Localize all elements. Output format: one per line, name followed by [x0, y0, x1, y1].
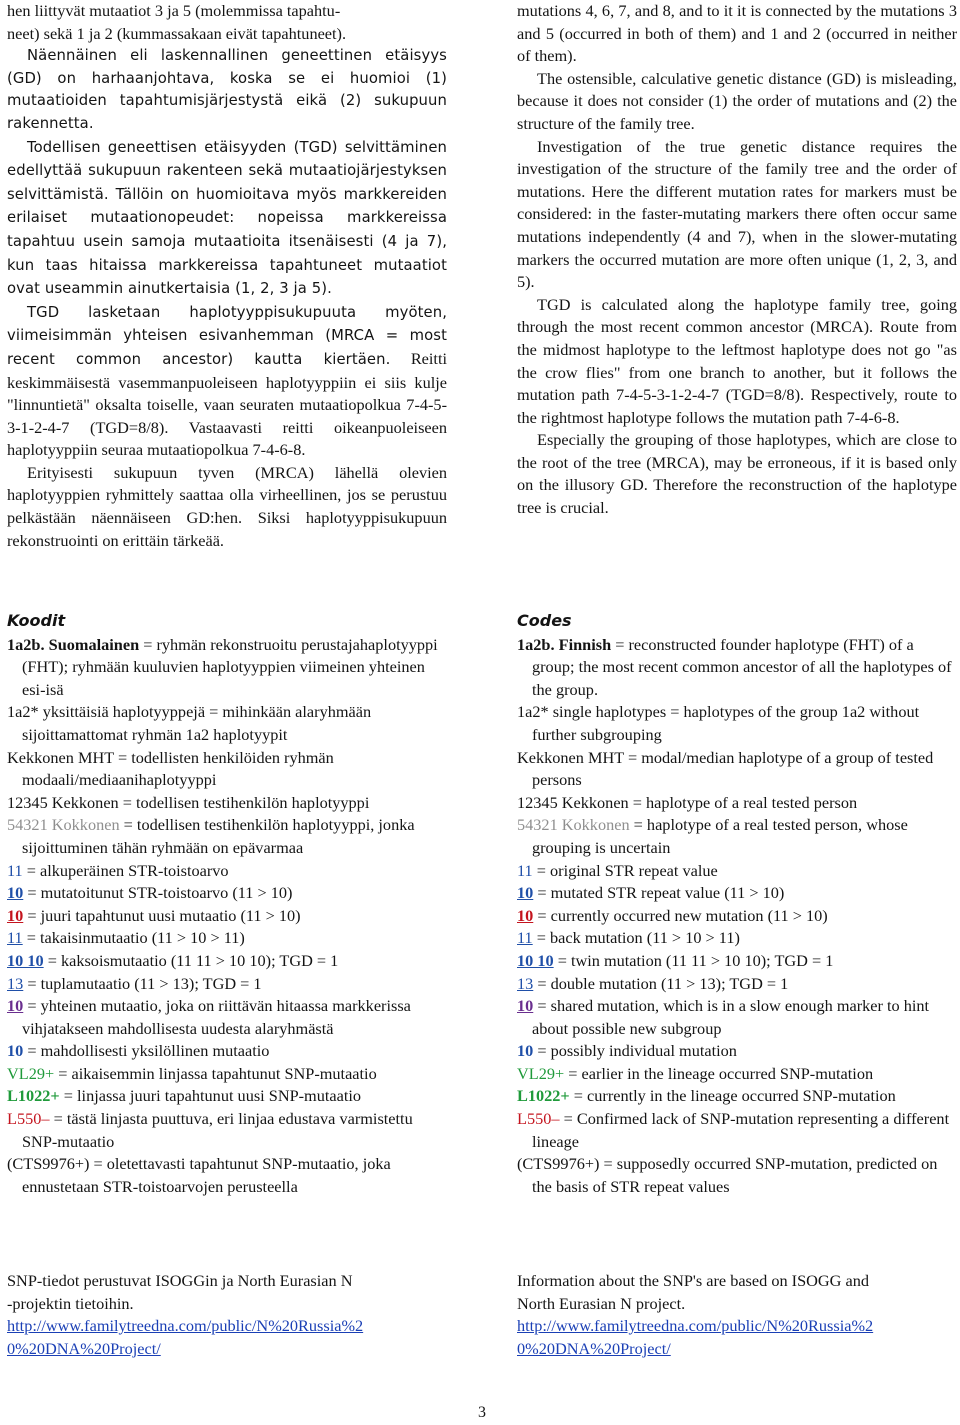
finnish-paragraph-tgd [7, 136, 447, 301]
code-item-3: Kekkonen MHT = modal/median haplotype of a group of tested persons [517, 747, 934, 790]
code-shared-mutation-desc: = yhteinen mutaatio, joka on riittävän hitaassa markkerissa vihjatakseen mahdollisesta uudesta alaryhmästä [22, 996, 411, 1038]
finnish-intro-line-2: neet) sekä 1 ja 2 (kummassakaan eivät tapahtuneet). [7, 23, 347, 43]
code-uncertain-person: 54321 Kokkonen [517, 815, 630, 835]
code-item-9 [7, 927, 447, 950]
code-shared-mutation: 10 [517, 996, 534, 1016]
code-item-7 [517, 882, 957, 905]
code-item-14 [517, 1063, 957, 1086]
code-new-snp-desc: = linjassa juuri tapahtunut uusi SNP-mutaatio [59, 1086, 362, 1106]
code-individual-mutation: 10 [7, 1041, 24, 1061]
english-text-body [517, 0, 957, 520]
code-original-value: 11 [517, 860, 533, 880]
english-source-line-1: Information about the SNP's are based on ISOGG and [517, 1271, 870, 1290]
finnish-paragraph-gd: Näennäinen eli laskennallinen geneettinen etäisyys (GD) on harhaanjohtava, koska se ei huomioi (1) mutaatioiden tapahtumisjärjestystä eikä (2) sukupuun rakennetta. [7, 47, 447, 132]
finnish-route-rest: Reitti keskimmäisestä vasemmanpuoleiseen haplotyyppiin ei siis kulje "linnuntietä" oksalta toiselle, vaan seuraten mutaatiopolkua 7-4-5-3-1-2-4-7 (TGD=8/8). Vastaavasti reitti oikeanpuoleiseen haplotyyppiin seuraa mutaatiopolkua 7-4-6-8. [7, 348, 448, 460]
code-shared-mutation-desc: = shared mutation, which is in a slow enough marker to hint about possible new subgroup [532, 996, 930, 1038]
code-new-mutation: 10 [517, 905, 534, 925]
finnish-source-line-1: SNP-tiedot perustuvat ISOGGin ja North Eurasian N [7, 1271, 353, 1290]
code-item-8 [517, 905, 957, 928]
code-founder-name: Finnish [558, 634, 612, 654]
english-link-line-2[interactable]: 0%20DNA%20Project/ [517, 1338, 671, 1358]
finnish-link-line-2[interactable]: 0%20DNA%20Project/ [7, 1338, 161, 1358]
code-earlier-snp-desc: = earlier in the lineage occurred SNP-mutation [564, 1063, 874, 1083]
english-paragraph-grouping: Especially the grouping of those haplotypes, which are close to the root of the tree (MRCA), may be erroneous, if it is based only on the illusory GD. Therefore the reconstruction of the haplotype tree is crucial. [517, 430, 957, 518]
code-item-6 [7, 860, 447, 883]
code-lacking-snp: L550– [517, 1109, 560, 1129]
code-mutated-desc: = mutated STR repeat value (11 > 10) [533, 883, 785, 903]
finnish-tgd-lead: Todellisen geneettisen etäisyyden (TGD) selvittäminen edellyttää sukupuun rakenteen sekä mutaatiojärjestyksen selvittämistä. [7, 138, 447, 203]
finnish-source-link[interactable] [7, 1315, 447, 1360]
code-item-17: (CTS9976+) = oletettavasti tapahtunut SNP-mutaatio, joka ennustetaan STR-toistoarvojen perusteella [7, 1154, 391, 1196]
finnish-route-lead: TGD lasketaan haplotyyppisukupuuta myöten, viimeisimmän yhteisen esivanhemman (MRCA = most recent common ancestor) kautta kiertäen. [7, 303, 447, 368]
code-double-mutation: 13 [7, 973, 24, 993]
code-new-snp-desc: = currently in the lineage occurred SNP-mutation [569, 1086, 896, 1106]
english-paragraph-route: TGD is calculated along the haplotype family tree, going through the most recent common ancestor (MRCA). Route from the midmost haplotype to the leftmost haplotype does not go "as the crow flies" from one branch to another, but it follows the mutation path 7-4-5-3-1-2-4-7 (TGD=8/8). Respectively, route to the rightmost haplotype follows the mutation path 7-4-6-8. [517, 294, 957, 427]
english-source-link[interactable] [517, 1315, 957, 1360]
english-intro: mutations 4, 6, 7, and 8, and to it it is connected by the mutations 3 and 5 (occurred in both of them) and 1 and 2 (occurred in neither of them). [517, 1, 957, 66]
code-item-2: 1a2* yksittäisiä haplotyyppejä = mihinkään alaryhmään sijoittamattomat ryhmän 1a2 haplotyypit [7, 702, 372, 744]
code-double-mutation: 13 [517, 973, 534, 993]
code-twin-mutation-desc: = twin mutation (11 11 > 10 10); TGD = 1 [553, 950, 834, 970]
page-number: 3 [478, 1404, 486, 1421]
finnish-intro [7, 0, 447, 45]
code-back-mutation: 11 [7, 928, 23, 948]
code-item-11 [7, 973, 447, 996]
code-mutated-desc: = mutatoitunut STR-toistoarvo (11 > 10) [23, 883, 293, 903]
code-item-5 [517, 814, 957, 859]
code-item-1 [7, 634, 447, 702]
code-item-2: 1a2* single haplotypes = haplotypes of the group 1a2 without further subgrouping [517, 702, 920, 744]
code-new-mutation: 10 [7, 905, 24, 925]
code-individual-mutation-desc: = mahdollisesti yksilöllinen mutaatio [23, 1041, 270, 1061]
code-back-mutation: 11 [517, 928, 533, 948]
code-shared-mutation: 10 [7, 996, 24, 1016]
code-item-15 [517, 1085, 957, 1108]
english-link-line-1[interactable]: http://www.familytreedna.com/public/N%20Russia%2 [517, 1316, 874, 1336]
code-item-10 [7, 950, 447, 973]
code-item-6 [517, 860, 957, 883]
finnish-codes-heading: Koodit [7, 611, 66, 630]
finnish-paragraph-route [7, 301, 447, 462]
code-item-11 [517, 973, 957, 996]
english-source-note [517, 1270, 957, 1360]
code-earlier-snp-desc: = aikaisemmin linjassa tapahtunut SNP-mutaatio [54, 1063, 377, 1083]
code-item-3: Kekkonen MHT = todellisten henkilöiden ryhmän modaali/mediaanihaplotyyppi [7, 747, 334, 790]
code-original-desc: = alkuperäinen STR-toistoarvo [22, 860, 229, 880]
code-founder-desc: = ryhmän rekonstruoitu perustajahaplotyyppi (FHT); ryhmään kuuluvien haplotyyppien viimeinen yhteinen esi-isä [22, 634, 438, 699]
code-item-7 [7, 882, 447, 905]
code-earlier-snp: VL29+ [517, 1063, 565, 1083]
code-back-mutation-desc: = takaisinmutaatio (11 > 10 > 11) [22, 928, 245, 948]
code-lacking-snp: L550– [7, 1109, 50, 1129]
finnish-link-line-1[interactable]: http://www.familytreedna.com/public/N%20Russia%2 [7, 1316, 364, 1336]
english-paragraph-gd: The ostensible, calculative genetic distance (GD) is misleading, because it does not consider (1) the order of mutations and (2) the structure of the family tree. [517, 68, 957, 133]
english-codes-section [517, 610, 957, 1198]
code-founder: 1a2b. [517, 634, 555, 654]
code-item-9 [517, 927, 957, 950]
code-twin-mutation: 10 10 [7, 950, 44, 970]
code-lacking-snp-desc: = tästä linjasta puuttuva, eri linjaa edustava varmistettu SNP-mutaatio [22, 1109, 413, 1151]
code-item-13 [517, 1040, 957, 1063]
code-item-17: (CTS9976+) = supposedly occurred SNP-mutation, predicted on the basis of STR repeat values [517, 1154, 938, 1196]
code-item-12 [517, 995, 957, 1040]
code-twin-mutation-desc: = kaksoismutaatio (11 11 > 10 10); TGD = 1 [43, 950, 339, 970]
finnish-source-text [7, 1270, 447, 1315]
english-source-text [517, 1270, 957, 1315]
code-item-4: 12345 Kekkonen = haplotype of a real tested person [517, 792, 858, 812]
code-uncertain-desc: = haplotype of a real tested person, whose grouping is uncertain [532, 815, 908, 857]
code-founder-desc: = reconstructed founder haplotype (FHT) of a group; the most recent common ancestor of all the haplotypes of the group. [532, 634, 952, 699]
code-original-value: 11 [7, 860, 23, 880]
code-new-mutation-desc: = juuri tapahtunut uusi mutaatio (11 > 10) [23, 905, 301, 925]
code-item-14 [7, 1063, 447, 1086]
code-item-1 [517, 634, 957, 702]
code-item-10 [517, 950, 957, 973]
code-original-desc: = original STR repeat value [532, 860, 718, 880]
code-back-mutation-desc: = back mutation (11 > 10 > 11) [532, 928, 740, 948]
code-twin-mutation: 10 10 [517, 950, 554, 970]
code-uncertain-person: 54321 Kokkonen [7, 815, 120, 835]
finnish-intro-line-1: hen liittyvät mutaatiot 3 ja 5 (molemmissa tapahtu- [7, 1, 341, 20]
code-double-mutation-desc: = tuplamutaatio (11 > 13); TGD = 1 [23, 973, 262, 993]
code-founder-name: Suomalainen [48, 634, 140, 654]
finnish-tgd-rest: Tällöin on huomioitava myös markkereiden erilaiset mutaationopeudet: nopeissa markkereissa tapahtuu usein samoja mutaatioita itsenäisesti (4 ja 7), kun taas hitaissa markkereissa tapahtuneet mutaatiot ovat useammin ainutkertaisia (1, 2, 3 ja 5). [7, 185, 447, 298]
finnish-paragraph-grouping: Erityisesti sukupuun tyven (MRCA) lähellä olevien haplotyyppien ryhmittely saattaa olla virheellinen, jos se perustuu pelkästään näennäiseen GD:hen. Siksi haplotyyppisukupuun rekonstruointi on erittäin tärkeää. [7, 462, 447, 550]
finnish-source-line-2: -projektin tietoihin. [7, 1293, 134, 1313]
code-item-4: 12345 Kekkonen = todellisen testihenkilön haplotyyppi [7, 792, 370, 812]
code-new-snp: L1022+ [7, 1086, 60, 1106]
code-item-16 [7, 1108, 447, 1153]
code-founder: 1a2b. [7, 634, 45, 654]
code-individual-mutation-desc: = possibly individual mutation [533, 1041, 737, 1061]
code-double-mutation-desc: = double mutation (11 > 13); TGD = 1 [533, 973, 789, 993]
code-item-13 [7, 1040, 447, 1063]
code-individual-mutation: 10 [517, 1041, 534, 1061]
code-item-16 [517, 1108, 957, 1153]
code-mutated-value: 10 [7, 883, 24, 903]
english-source-line-2: North Eurasian N project. [517, 1293, 686, 1313]
code-item-15 [7, 1085, 447, 1108]
code-item-8 [7, 905, 447, 928]
code-earlier-snp: VL29+ [7, 1063, 55, 1083]
code-mutated-value: 10 [517, 883, 534, 903]
finnish-codes-section [7, 610, 447, 1198]
finnish-text-body [7, 0, 447, 552]
english-paragraph-tgd: Investigation of the true genetic distance requires the investigation of the structure of the family tree and the order of mutations. Here the different mutation rates for markers must be considered: in the faster-mutating markers there often occur same mutations independently (4 and 7), when in the slower-mutating markers the occurred mutation are more often unique (1, 2, 3, and 5). [517, 136, 957, 292]
code-item-5 [7, 814, 447, 859]
code-new-snp: L1022+ [517, 1086, 570, 1106]
code-uncertain-desc: = todellisen testihenkilön haplotyyppi, jonka sijoittuminen tähän ryhmään on epävarmaa [22, 815, 415, 857]
english-codes-heading: Codes [517, 611, 572, 630]
code-lacking-snp-desc: = Confirmed lack of SNP-mutation representing a different lineage [532, 1109, 950, 1151]
code-new-mutation-desc: = currently occurred new mutation (11 > 10) [533, 905, 828, 925]
finnish-source-note [7, 1270, 447, 1360]
code-item-12 [7, 995, 447, 1040]
